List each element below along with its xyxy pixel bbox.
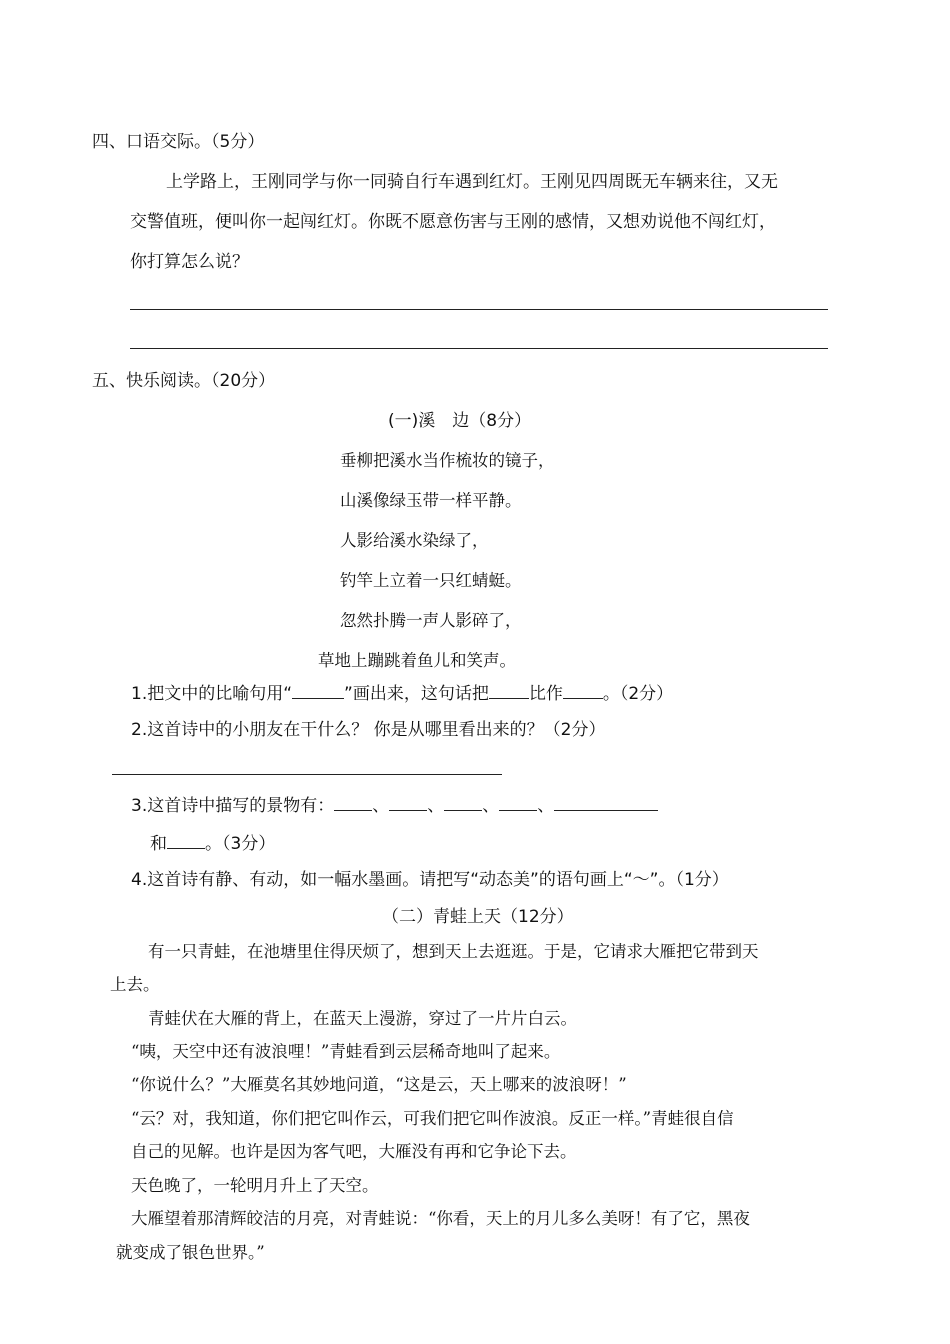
- q3-blank-4[interactable]: [499, 794, 537, 811]
- story-line-7: 自己的见解。也许是因为客气吧，大雁没有再和它争论下去。: [131, 1142, 577, 1161]
- question-3: [131, 794, 658, 817]
- q1-part-d: 。（2分）: [602, 684, 674, 704]
- poem-title: (一)溪 边（8分）: [388, 411, 532, 431]
- story-line-3: 青蛙伏在大雁的背上，在蓝天上漫游，穿过了一片片白云。: [148, 1009, 577, 1028]
- q1-part-b: ”画出来，这句话把: [344, 684, 489, 704]
- poem-line-5: 忽然扑腾一声人影碎了，: [340, 611, 522, 630]
- story-line-4: “咦，天空中还有波浪哩！”青蛙看到云层稀奇地叫了起来。: [131, 1042, 561, 1061]
- q3-part-a: 3.这首诗中描写的景物有：: [131, 796, 335, 816]
- q3-blank-3[interactable]: [444, 794, 482, 811]
- answer-line-2[interactable]: [130, 348, 828, 349]
- story-line-9: 大雁望着那清辉皎洁的月亮，对青蛙说：“你看，天上的月儿多么美呀！有了它，黑夜: [131, 1209, 750, 1228]
- q1-blank-object[interactable]: [563, 682, 603, 699]
- story-line-5: “你说什么？”大雁莫名其妙地问道，“这是云，天上哪来的波浪呀！”: [131, 1075, 627, 1094]
- poem-line-4: 钓竿上立着一只红蜻蜓。: [340, 571, 522, 590]
- q1-part-c: 比作: [528, 684, 563, 704]
- answer-line-1[interactable]: [130, 309, 828, 310]
- story-line-10: 就变成了银色世界。”: [116, 1243, 265, 1262]
- q1-blank-subject[interactable]: [489, 682, 529, 699]
- poem-line-3: 人影给溪水染绿了，: [340, 531, 489, 550]
- q3-blank-2[interactable]: [389, 794, 427, 811]
- q3-end: 。（3分）: [205, 834, 276, 854]
- section4-paragraph-line-3: 你打算怎么说？: [130, 252, 249, 272]
- q3-and: 和: [150, 834, 167, 854]
- section4-paragraph-line-1: 上学路上，王刚同学与你一同骑自行车遇到红灯。王刚见四周既无车辆来往，又无: [166, 172, 778, 192]
- q2-answer-line[interactable]: [112, 774, 502, 775]
- q3-blank-1[interactable]: [334, 794, 372, 811]
- question-2: 2.这首诗中的小朋友在干什么？ 你是从哪里看出来的？（2分）: [131, 720, 606, 740]
- poem-line-2: 山溪像绿玉带一样平静。: [340, 491, 522, 510]
- story-line-6: “云？对，我知道，你们把它叫作云，可我们把它叫作波浪。反正一样。”青蛙很自信: [131, 1109, 734, 1128]
- q3-sep-4: 、: [537, 796, 555, 816]
- story-line-1: 有一只青蛙，在池塘里住得厌烦了，想到天上去逛逛。于是，它请求大雁把它带到天: [148, 942, 759, 961]
- q3-blank-5[interactable]: [554, 794, 658, 811]
- question-4: 4.这首诗有静、有动，如一幅水墨画。请把写“动态美”的语句画上“～”。（1分）: [131, 870, 729, 890]
- q3-sep-1: 、: [372, 796, 390, 816]
- q3-sep-2: 、: [427, 796, 445, 816]
- q3-sep-3: 、: [482, 796, 500, 816]
- poem-line-6: 草地上蹦跳着鱼儿和笑声。: [318, 651, 516, 670]
- question-1: [131, 682, 673, 705]
- section5-heading: 五、快乐阅读。（20分）: [92, 371, 276, 391]
- q3-blank-6[interactable]: [167, 832, 205, 849]
- story-line-2: 上去。: [110, 975, 160, 994]
- q1-blank-marker[interactable]: [292, 682, 344, 699]
- q1-part-a: 1.把文中的比喻句用“: [131, 684, 293, 704]
- question-3-continued: [150, 832, 275, 855]
- story-title: （二）青蛙上天（12分）: [382, 907, 574, 927]
- section4-paragraph-line-2: 交警值班，便叫你一起闯红灯。你既不愿意伤害与王刚的感情，又想劝说他不闯红灯，: [130, 212, 776, 232]
- section4-heading: 四、口语交际。（5分）: [92, 132, 265, 152]
- story-line-8: 天色晚了，一轮明月升上了天空。: [131, 1176, 379, 1195]
- poem-line-1: 垂柳把溪水当作梳妆的镜子，: [340, 451, 555, 470]
